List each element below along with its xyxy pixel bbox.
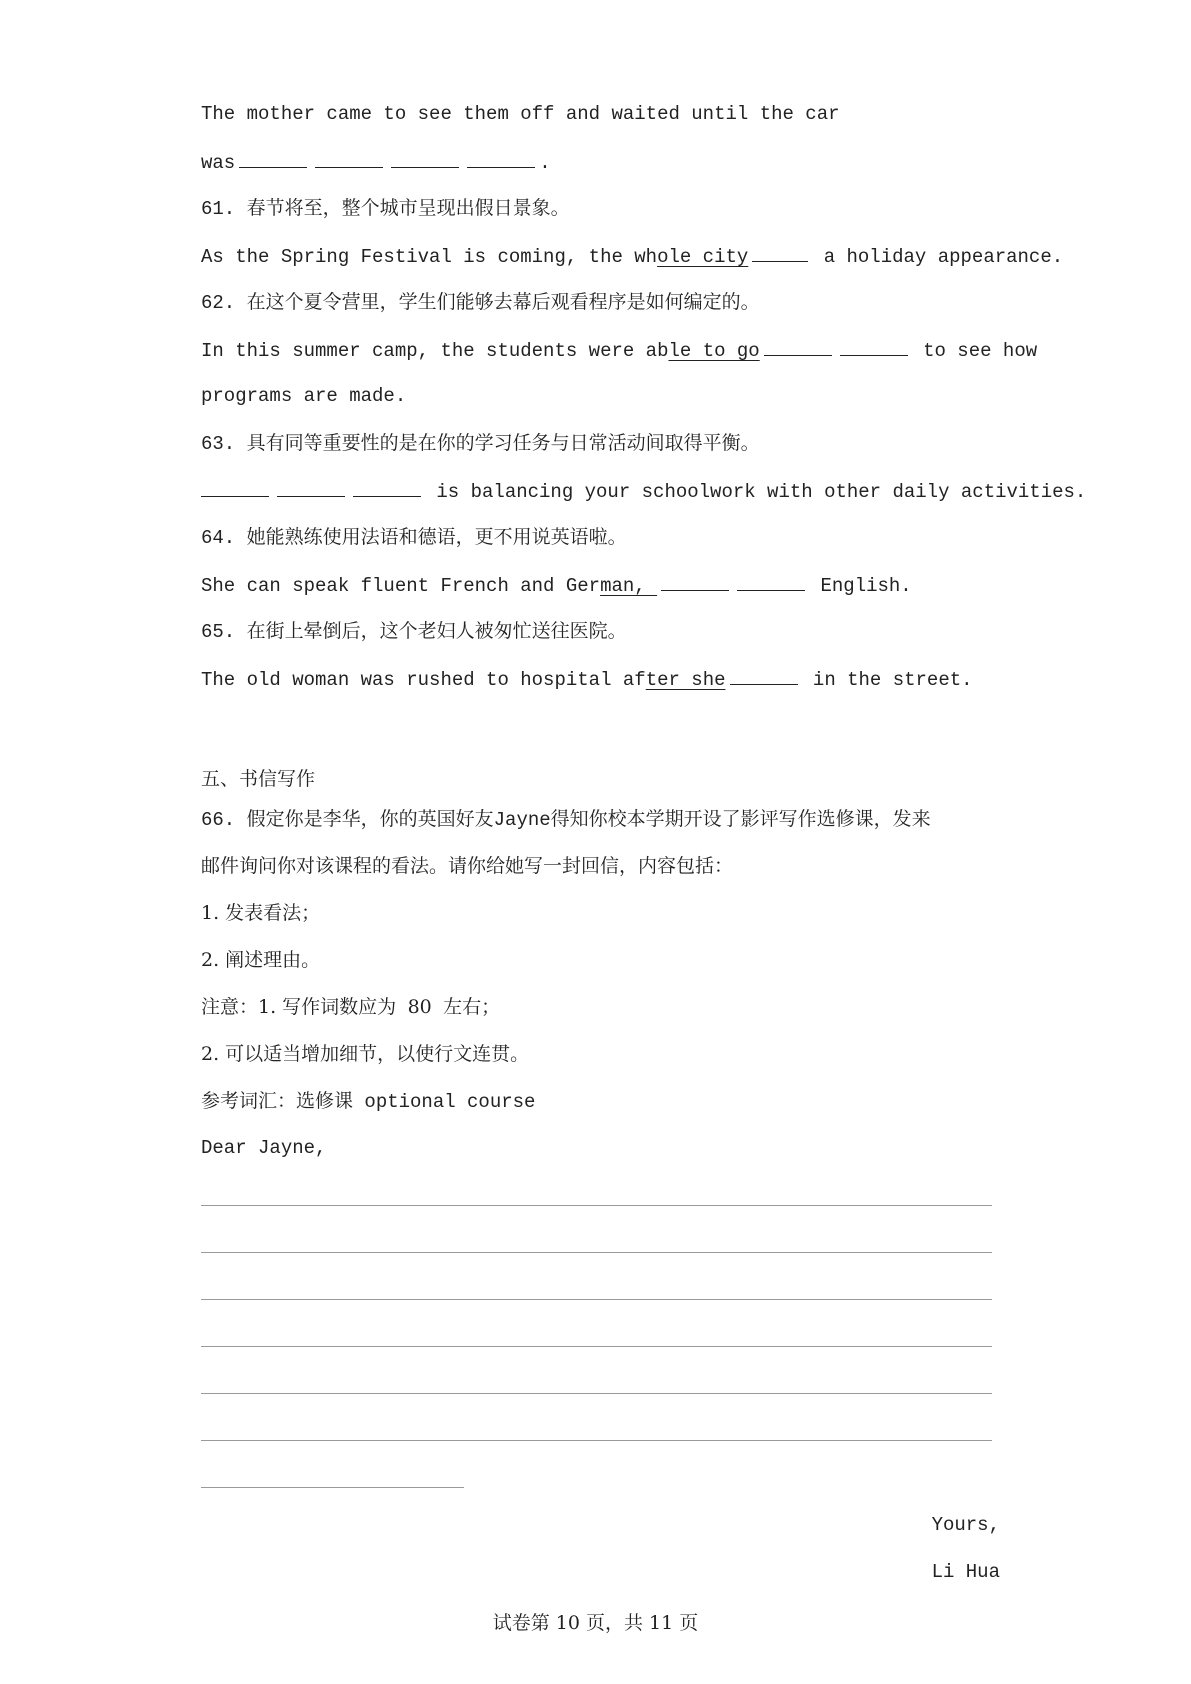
- q66-vocab-a: 参考词汇：选修课: [201, 1090, 354, 1112]
- q62-blank-2: [840, 337, 908, 356]
- q62-en-suffix: to see how: [911, 340, 1038, 362]
- q65-chinese-line: [201, 619, 627, 644]
- q62-english-line2: programs are made.: [201, 385, 407, 407]
- q61-en-suffix: a holiday appearance.: [812, 246, 1064, 268]
- q64-en-underlined: man,: [600, 575, 658, 597]
- letter-greeting: Dear Jayne,: [201, 1137, 327, 1159]
- q64-blank-2: [737, 572, 805, 591]
- writing-line-7: [201, 1487, 464, 1488]
- q64-english-line: [201, 572, 912, 598]
- q62-number: 62.: [201, 292, 236, 314]
- q64-chinese: 她能熟练使用法语和德语，更不用说英语啦。: [246, 526, 627, 548]
- letter-signature: Li Hua: [931, 1561, 1000, 1583]
- q63-chinese: 具有同等重要性的是在你的学习任务与日常活动间取得平衡。: [246, 432, 760, 454]
- letter-closing: Yours,: [931, 1514, 1000, 1536]
- q60-blank-4: [467, 149, 535, 168]
- writing-line-3: [201, 1299, 992, 1300]
- writing-line-6: [201, 1440, 992, 1441]
- q66-line1-b: Jayne: [493, 809, 551, 831]
- q62-blank-1: [764, 337, 832, 356]
- q66-point2: 2. 阐述理由。: [201, 949, 321, 971]
- q64-chinese-line: [201, 525, 627, 550]
- writing-line-1: [201, 1205, 992, 1206]
- q60-blank-1: [239, 149, 307, 168]
- q62-en-prefix: In this summer camp, the students were ab: [201, 340, 669, 362]
- q66-point1: 1. 发表看法；: [201, 902, 321, 924]
- q62-english-line: [201, 337, 1037, 363]
- writing-line-2: [201, 1252, 992, 1253]
- q64-blank-1: [661, 572, 729, 591]
- q64-en-prefix: She can speak fluent French and Ger: [201, 575, 601, 597]
- q65-chinese: 在街上晕倒后，这个老妇人被匆忙送往医院。: [246, 620, 627, 642]
- q60-blank-2: [315, 149, 383, 168]
- writing-line-4: [201, 1346, 992, 1347]
- q61-en-underlined: ole city: [657, 246, 749, 268]
- q66-line1-a: 假定你是李华，你的英国好友: [246, 808, 494, 830]
- q63-en-suffix: is balancing your schoolwork with other daily activities.: [425, 481, 1087, 503]
- q60-line2: [201, 149, 551, 175]
- q66-note2: 2. 可以适当增加细节，以使行文连贯。: [201, 1043, 530, 1065]
- q66-note1-b: 80: [407, 996, 432, 1018]
- q61-blank-1: [752, 243, 808, 262]
- q61-en-prefix: As the Spring Festival is coming, the wh: [201, 246, 658, 268]
- q66-note1-a: 注意：1. 写作词数应为: [201, 996, 397, 1018]
- q66-note1: [201, 995, 500, 1020]
- q61-chinese-line: [201, 196, 570, 221]
- q66-number: 66.: [201, 809, 236, 831]
- q64-number: 64.: [201, 527, 236, 549]
- q63-blank-2: [277, 478, 345, 497]
- q60-line2-prefix: was: [201, 152, 236, 174]
- q62-en-underlined: le to go: [668, 340, 760, 362]
- q66-line2: 邮件询问你对该课程的看法。请你给她写一封回信，内容包括：: [201, 855, 734, 877]
- q61-chinese: 春节将至，整个城市呈现出假日景象。: [246, 197, 570, 219]
- q62-chinese-line: [201, 290, 760, 315]
- q62-chinese: 在这个夏令营里，学生们能够去幕后观看程序是如何编定的。: [246, 291, 760, 313]
- q66-line1-c: 得知你校本学期开设了影评写作选修课，发来: [550, 808, 931, 830]
- q63-chinese-line: [201, 431, 760, 456]
- q60-blank-3: [391, 149, 459, 168]
- q66-vocab: [201, 1089, 535, 1114]
- q66-vocab-b: optional course: [353, 1091, 536, 1113]
- q60-line1: The mother came to see them off and waited until the car: [201, 103, 840, 125]
- q65-blank-1: [730, 666, 798, 685]
- q66-line1: [201, 807, 931, 832]
- q65-en-underlined: ter she: [645, 669, 726, 691]
- q64-en-suffix: English.: [809, 575, 912, 597]
- q61-number: 61.: [201, 198, 236, 220]
- q63-blank-1: [201, 478, 269, 497]
- page-footer: 试卷第 10 页，共 11 页: [492, 1612, 699, 1634]
- q65-number: 65.: [201, 621, 236, 643]
- q60-line2-suffix: .: [539, 152, 551, 174]
- q65-en-prefix: The old woman was rushed to hospital af: [201, 669, 646, 691]
- writing-line-5: [201, 1393, 992, 1394]
- q61-english-line: [201, 243, 1063, 269]
- q63-number: 63.: [201, 433, 236, 455]
- q63-blank-3: [353, 478, 421, 497]
- q65-english-line: [201, 666, 973, 692]
- section-title: 五、书信写作: [201, 768, 316, 790]
- q66-note1-c: 左右；: [443, 996, 501, 1018]
- q63-english-line: [201, 478, 1086, 504]
- q65-en-suffix: in the street.: [801, 669, 973, 691]
